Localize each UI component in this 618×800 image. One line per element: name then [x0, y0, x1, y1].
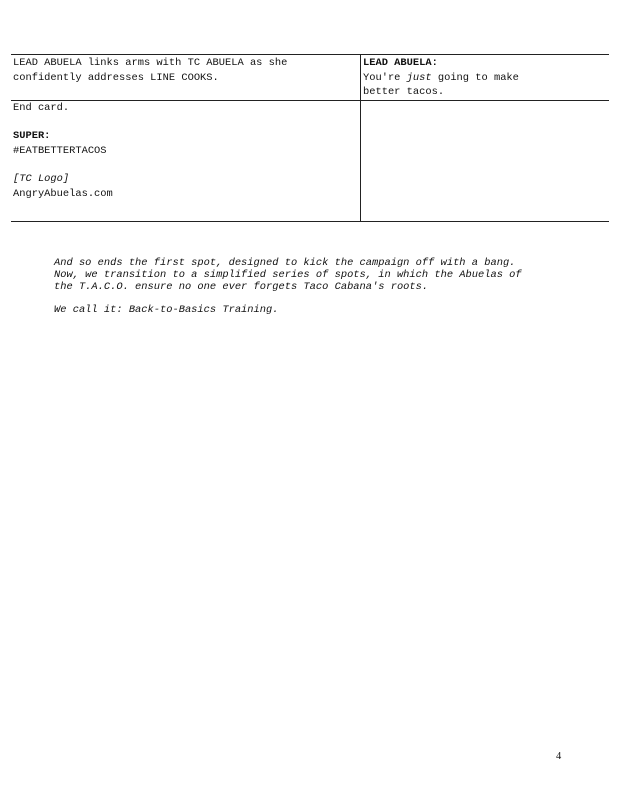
speaker-label: LEAD ABUELA:: [363, 57, 438, 69]
script-table: [11, 54, 609, 222]
super-label: SUPER:: [13, 130, 51, 142]
narration-line: We call it: Back-to-Basics Training.: [54, 303, 279, 316]
dialogue-line: [363, 71, 609, 86]
script-row: [11, 100, 609, 221]
video-action-line: LEAD ABUELA links arms with TC ABUELA as she: [13, 57, 288, 69]
page-number: 4: [556, 751, 562, 762]
video-cell: [11, 55, 361, 101]
video-cell: [11, 100, 361, 221]
narration-line: the T.A.C.O. ensure no one ever forgets Taco Cabana's roots.: [54, 281, 429, 294]
audio-cell-empty: [361, 100, 610, 221]
narration-paragraph: [54, 257, 574, 294]
logo-note: [TC Logo]: [13, 173, 70, 185]
website-text: AngryAbuelas.com: [13, 187, 113, 200]
narration-line: And so ends the first spot, designed to kick the campaign off with a bang.: [54, 257, 516, 269]
hashtag-text: #EATBETTERTACOS: [13, 144, 107, 157]
dialogue-text: You're: [363, 71, 407, 84]
narration-line: Now, we transition to a simplified series of spots, in which the Abuelas of: [54, 269, 522, 282]
audio-cell: [361, 55, 610, 101]
dialogue-text: going to make: [431, 71, 519, 84]
narration-paragraph: [54, 304, 574, 316]
video-action-line: confidently addresses LINE COOKS.: [13, 71, 219, 84]
dialogue-line: better tacos.: [363, 86, 445, 98]
script-row: [11, 55, 609, 101]
end-card-label: End card.: [13, 101, 70, 114]
narration-block: [54, 257, 574, 326]
dialogue-emphasis: just: [406, 71, 432, 84]
